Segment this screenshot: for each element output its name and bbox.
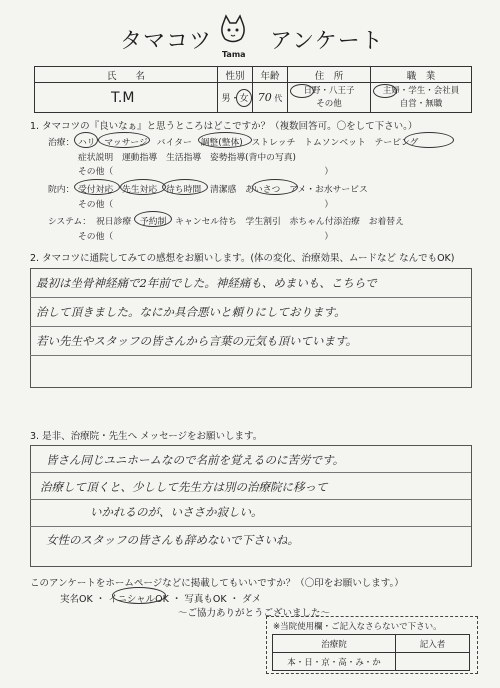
- address-cell: [288, 83, 371, 113]
- address-line1: 日野・八王子: [303, 85, 355, 96]
- system-options-row1: 祝日診療 予約制 キャンセル待ち 学生割引 赤ちゃん付添治療 お着替え: [96, 217, 404, 227]
- staff-writer-empty: [396, 653, 470, 671]
- name-cell: [35, 83, 218, 113]
- q3-answer-line1: 皆さん同じユニホームなので名前を覚えるのに苦労です。: [46, 453, 345, 467]
- inside-label: 院内：: [48, 185, 75, 195]
- system-other: その他（ ）: [78, 232, 334, 242]
- survey-title: [120, 24, 384, 55]
- q3-answer-line4: 女性のスタッフの皆さんも辞めないで下さいね。: [46, 533, 299, 547]
- address-line2: その他: [316, 98, 342, 109]
- treatment-options-row2: 症状説明 運動指導 生活指導 姿勢指導(背中の写真): [78, 153, 296, 163]
- title-left: タマコツ: [120, 29, 213, 54]
- q2-line: [30, 326, 471, 327]
- job-cell: [371, 83, 472, 113]
- q3-question: 3. 是非、治療院・先生へ メッセージをお願いします。: [30, 431, 263, 442]
- circle-initial-ok: [112, 587, 166, 604]
- circle-aisatsu: [252, 179, 298, 195]
- q2-question: 2. タマコツに通院してみての感想をお願いします。(体の変化、治療効果、ムードなど なんでもOK): [30, 253, 455, 264]
- staff-use-note: ※当院使用欄・ご記入なさらないで下さい。: [273, 622, 442, 632]
- inside-options-row1: 受付対応 先生対応 待ち時間 清潔感 あいさつ アメ・お水サービス: [78, 185, 368, 195]
- circle-machi: [162, 179, 208, 195]
- header-address: 住 所: [288, 67, 371, 83]
- q3-line: [30, 526, 471, 527]
- job-circle-mark: [373, 84, 397, 98]
- cat-logo-icon: [218, 14, 248, 48]
- address-circle-mark: [290, 84, 314, 98]
- q2-line: [30, 355, 471, 356]
- consent-options: 実名OK ・ イニシャルOK ・ 写真もOK ・ ダメ: [60, 594, 262, 605]
- age-unit: 代: [274, 94, 283, 103]
- circle-chousei: [198, 132, 252, 148]
- inside-other: その他（ ）: [78, 200, 334, 210]
- thanks-message: ～ご協力ありがとうございました～: [178, 608, 331, 619]
- treatment-options-row1: ハリ マッサージ バイター 調整(整体) ストレッチ トムソンベット テーピング: [78, 138, 419, 148]
- gender-cell: [218, 83, 253, 113]
- respondent-info-table: [34, 66, 472, 113]
- treatment-other: その他（ ）: [78, 167, 334, 177]
- q2-answer-line3: 若い先生やスタッフの皆さんから言葉の元気も頂いています。: [36, 334, 358, 348]
- header-name: 氏 名: [35, 67, 218, 83]
- age-value: 70: [257, 91, 272, 104]
- job-line1: 主婦・学生・会社員: [382, 85, 460, 96]
- staff-branches: 本・日・京・高・み・か: [273, 653, 396, 671]
- q1-question: 1. タマコツの『良いなぁ』と思うところはどこですか？（複数回答可。〇をして下さい。）: [30, 121, 418, 132]
- circle-taping: [404, 132, 454, 148]
- age-cell: [253, 83, 288, 113]
- header-age: 年齢: [253, 67, 288, 83]
- q2-answer-line1: 最初は坐骨神経痛で2年前でした。神経痛も、めまいも、こちらで: [36, 276, 377, 290]
- gender-circle-mark: [236, 89, 252, 107]
- circle-yoyaku: [134, 211, 172, 227]
- staff-col-clinic: 治療院: [273, 635, 396, 653]
- q2-answer-line2: 治して頂きました。なにか具合悪いと頼りにしております。: [36, 305, 346, 319]
- system-label: システム：: [48, 217, 92, 227]
- logo-text: Tama: [222, 50, 246, 59]
- circle-hari: [74, 132, 98, 148]
- header-job: 職 業: [371, 67, 472, 83]
- title-right: アンケート: [270, 29, 384, 54]
- name-value: T.M: [111, 89, 135, 106]
- q3-answer-line2: 治療して頂くと、少しして先生方は別の治療院に移って: [40, 480, 328, 494]
- treatment-label: 治療：: [48, 138, 75, 148]
- gender-options: 男・女: [221, 94, 249, 104]
- staff-col-writer: 記入者: [396, 635, 470, 653]
- homepage-question: このアンケートをホームページなどに掲載してもいいですか？（〇印をお願いします。）: [30, 578, 404, 589]
- q3-answer-line3: いかれるのが、いささか寂しい。: [90, 505, 263, 519]
- circle-massage: [98, 132, 150, 148]
- circle-uketsuke: [74, 179, 120, 195]
- header-gender: 性別: [218, 67, 253, 83]
- q2-line: [30, 297, 471, 298]
- staff-use-box: [266, 616, 478, 674]
- staff-use-table: [272, 634, 470, 671]
- q3-line: [30, 499, 471, 500]
- q3-line: [30, 472, 471, 473]
- circle-sensei: [120, 179, 166, 195]
- job-line2: 自営・無職: [399, 98, 443, 109]
